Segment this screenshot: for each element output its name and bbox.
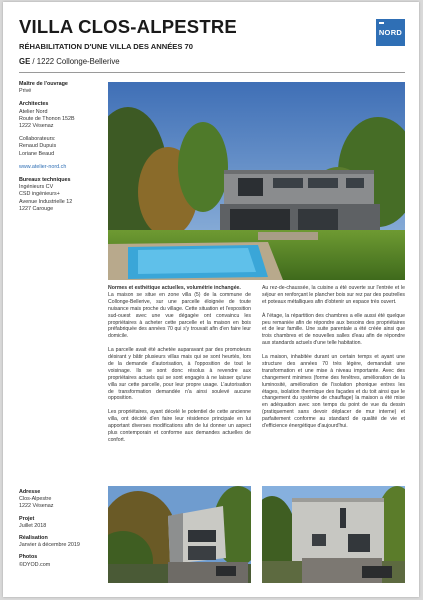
address-label: Adresse xyxy=(19,489,41,495)
header-divider xyxy=(19,72,405,73)
address-line-1: Clos-Alpestre xyxy=(19,496,52,503)
article-column-2 xyxy=(262,285,405,437)
article-paragraph: La parcelle avait été achetée auparavant par des promoteurs désirant y bâtir plusieurs villas mais qui se sont heurtés, lors de la demande d'autorisation, à l'opposition de tout le voisinage. Ils se sont donc résolus à revendre aux propriétaires actuels qui se sont engagés à ne laisser qu'une villa sur cette parcelle, pour leur propre usage. L'autorisation de transformation demandée n'a ainsi soulevé aucune opposition. xyxy=(108,347,251,402)
article-paragraph: À l'étage, la répartition des chambres a elle aussi été quelque peu remaniée afin de répondre aux besoins des propriétaires et de leur famille. Une suite parentale a été créée ainsi que trois chambres et de nouvelles salles d'eau afin de répondre aux standards actuels d'une telle habitation. xyxy=(262,312,405,347)
article-paragraph: La maison, inhabitée durant un certain temps et ayant une structure des années 70 très légère, demandait une transformation et une mise à niveau importante. Avec des changement minimes (forme des fenêtres, amélioration de la luminosité, amélioration de l'isolation phonique entres les étages, isolation thermique des façades et du toit ainsi que le changement du système de chauffage) la maison a été mise en adéquation avec son temps du point de vue du dessin (pratiquement sans devoir déplacer de mur interne) et parfaitement conforme au standard de qualité de vie et d'efficience énergétique d'aujourd'hui. xyxy=(262,354,405,430)
address-line-2: 1222 Vésenaz xyxy=(19,503,54,510)
architect-city: 1222 Vésenaz xyxy=(19,123,54,130)
villa-photo-left xyxy=(108,486,251,583)
engineers-label: Bureaux techniques xyxy=(19,177,71,184)
engineer-1: Ingénieurs CV xyxy=(19,184,54,191)
collaborator-1: Renaud Dupuis xyxy=(19,143,57,150)
photos-label: Photos xyxy=(19,554,38,561)
realisation-label: Réalisation xyxy=(19,535,48,542)
collaborator-2: Loriane Beaud xyxy=(19,150,55,157)
architect-street: Route de Thonon 152B xyxy=(19,115,75,122)
article-paragraph: La maison se situe en zone villa (5) de la commune de Collonge-Bellerive, sur une parcelle éloignée de toute nuisance mais proche du village. Cette situation et l'exposition sud-ouest avec une vue dégagée ont convaincu les propriétaires à acheter cette parcelle et la maison en bois préfabriquée des années 70 qui s'y trouvait afin d'en faire leur domicile. xyxy=(108,291,251,340)
project-value: Juillet 2018 xyxy=(19,522,47,529)
owner-label: Maître de l'ouvrage xyxy=(19,81,68,87)
realisation-value: Janvier à décembre 2019 xyxy=(19,542,80,549)
article-paragraph: Les propriétaires, ayant décelé le potentiel de cette ancienne villa, ont décidé d'en faire leur résidence principale en lui apportant diverses modifications afin de lui donner un aspect plus contemporain et conforme aux demandes actuelles de confort. xyxy=(108,409,251,443)
villa-photo-right xyxy=(262,486,405,583)
article-column-1 xyxy=(108,285,251,451)
article-paragraph: Au rez-de-chaussée, la cuisine a été ouverte sur l'entrée et le séjour en renforçant le plancher bois sur rez par des poutrelles et poteaux métalliques afin d'obtenir un espace très ouvert. xyxy=(262,285,405,305)
architects-label: Architectes xyxy=(19,101,49,108)
project-meta xyxy=(19,489,103,569)
villa-hero-photo xyxy=(108,82,405,280)
engineer-2: CSD ingénieurs+ xyxy=(19,191,60,198)
page-title: VILLA CLOS-ALPESTRE xyxy=(19,16,237,37)
collaborators-label: Collaborateurs: xyxy=(19,136,56,143)
locality: 1222 Collonge-Bellerive xyxy=(36,57,120,66)
article-lead: Normes et esthétique actuelles, volumétrie inchangée. xyxy=(108,285,241,291)
project-label: Projet xyxy=(19,515,35,522)
architect-website-link[interactable]: www.atelier-nord.ch xyxy=(19,163,67,170)
photos-credit: ©DYOD.com xyxy=(19,561,51,568)
brochure-page xyxy=(3,2,419,597)
location-line xyxy=(19,57,120,66)
engineer-city: 1227 Carouge xyxy=(19,205,54,212)
owner-value: Privé xyxy=(19,88,32,95)
location-separator: / xyxy=(30,57,37,66)
atelier-nord-logo: NORD xyxy=(376,19,405,46)
architect-name: Atelier Nord xyxy=(19,108,48,115)
canton-code: GE xyxy=(19,57,31,66)
credits-sidebar xyxy=(19,81,103,213)
engineer-street: Avenue Industrielle 12 xyxy=(19,198,73,205)
page-subtitle: RÉHABILITATION D'UNE VILLA DES ANNÉES 70 xyxy=(19,42,193,51)
